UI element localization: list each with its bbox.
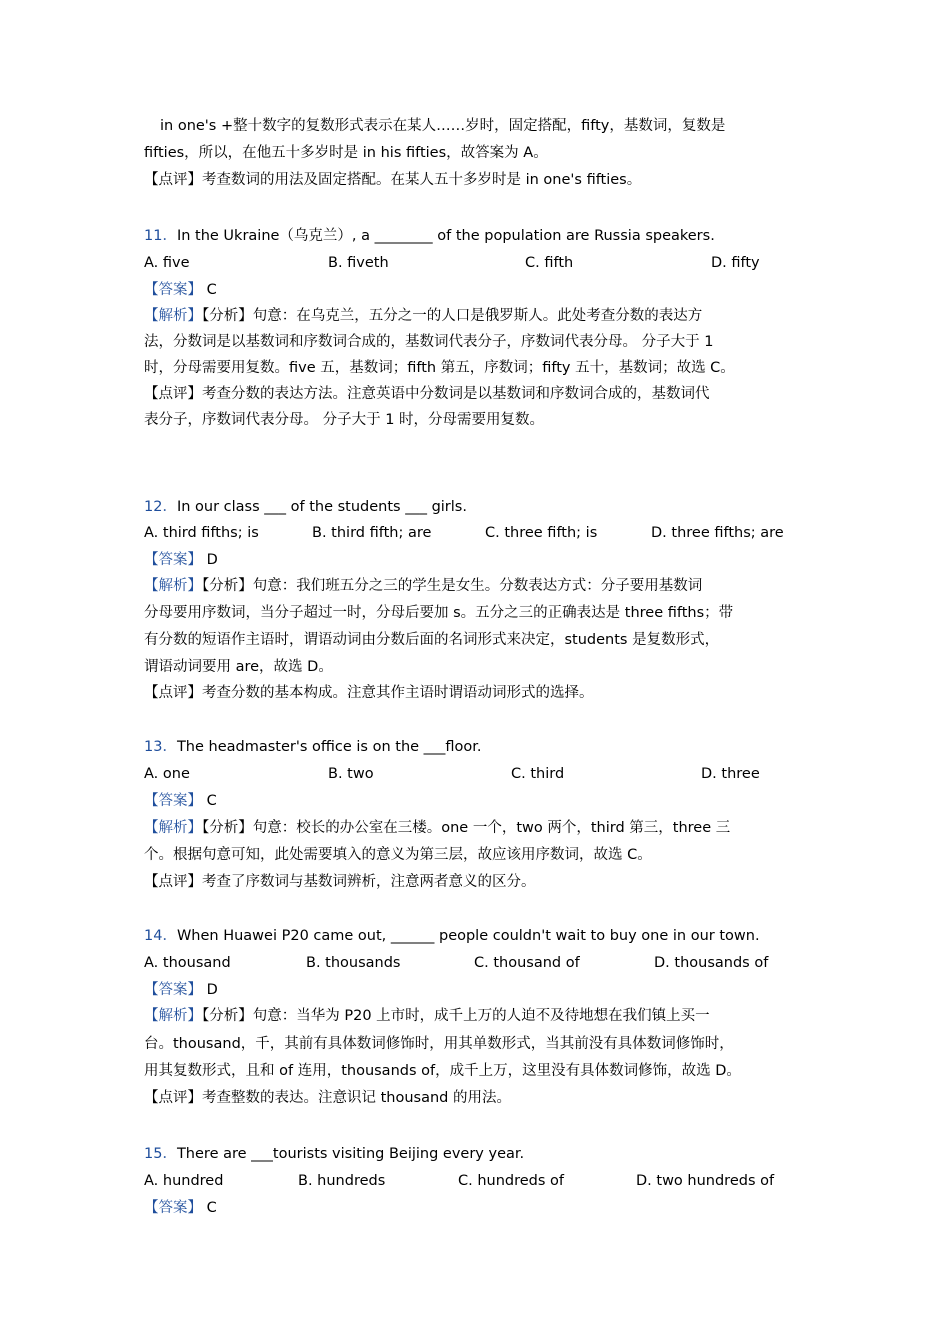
answer-value: C — [206, 793, 217, 809]
answer-value: D — [206, 982, 218, 998]
q13-comment-1: 【点评】考查了序数词与基数词辨析，注意两者意义的区分。 — [144, 874, 536, 890]
q13-option-a: A. one — [144, 766, 190, 782]
answer-tag: 【答案】 — [144, 1200, 202, 1216]
q15-option-a: A. hundred — [144, 1173, 224, 1189]
q14-option-d: D. thousands of — [654, 955, 769, 971]
q11-comment-2: 表分子，序数词代表分母。 分子大于 1 时，分母需要用复数。 — [144, 412, 545, 428]
q14-option-c: C. thousand of — [474, 955, 580, 971]
q14-comment-1: 【点评】考查整数的表达。注意识记 thousand 的用法。 — [144, 1090, 511, 1106]
q14-option-b: B. thousands — [306, 955, 401, 971]
answer-tag: 【答案】 — [144, 982, 202, 998]
question-text: There are ___tourists visiting Beijing every year. — [176, 1146, 525, 1162]
q12-option-d: D. three fifths; are — [651, 525, 784, 541]
question-text: In the Ukraine（乌克兰）, a ________ of the population are Russia speakers. — [176, 228, 715, 244]
analysis-text: 【分析】句意：在乌克兰，五分之一的人口是俄罗斯人。此处考查分数的表达方 — [202, 308, 703, 324]
question-number: 12． — [144, 499, 177, 515]
question-number: 13． — [144, 739, 177, 755]
question-text: When Huawei P20 came out, ______ people couldn't wait to buy one in our town. — [176, 928, 760, 944]
q11-option-d: D. fifty — [711, 255, 760, 271]
q12-comment-1: 【点评】考查分数的基本构成。注意其作主语时谓语动词形式的选择。 — [144, 685, 594, 701]
question-12-stem — [144, 497, 467, 517]
q14-option-a: A. thousand — [144, 955, 231, 971]
answer-value: C — [206, 282, 217, 298]
q11-answer — [144, 280, 217, 300]
answer-tag: 【答案】 — [144, 282, 202, 298]
q12-option-a: A. third fifths; is — [144, 525, 259, 541]
analysis-text: 【分析】句意：我们班五分之三的学生是女生。分数表达方式：分子要用基数词 — [202, 578, 703, 594]
q15-option-b: B. hundreds — [298, 1173, 386, 1189]
question-text: In our class ___ of the students ___ girls. — [176, 499, 467, 515]
q12-analysis-2: 分母要用序数词，当分子超过一时，分母后要加 s。五分之三的正确表达是 three fifths；带 — [144, 605, 734, 621]
q12-option-b: B. third fifth; are — [312, 525, 432, 541]
intro-line-2: fifties，所以，在他五十多岁时是 in his fifties，故答案为 A。 — [144, 145, 548, 161]
q12-analysis-4: 谓语动词要用 are，故选 D。 — [144, 659, 333, 675]
q11-analysis-1 — [144, 306, 702, 326]
q12-option-c: C. three fifth; is — [485, 525, 598, 541]
question-number: 15． — [144, 1146, 177, 1162]
q11-option-c: C. fifth — [525, 255, 574, 271]
q15-answer — [144, 1198, 217, 1218]
analysis-text: 【分析】句意：当华为 P20 上市时，成千上万的人迫不及待地想在我们镇上买一 — [202, 1008, 710, 1024]
q14-analysis-1 — [144, 1006, 710, 1026]
q14-answer — [144, 980, 218, 1000]
answer-tag: 【答案】 — [144, 793, 202, 809]
q15-option-d: D. two hundreds of — [636, 1173, 775, 1189]
q12-answer — [144, 550, 218, 570]
q11-option-b: B. fiveth — [328, 255, 389, 271]
answer-tag: 【答案】 — [144, 552, 202, 568]
analysis-text: 【分析】句意：校长的办公室在三楼。one 一个，two 两个，third 第三，three 三 — [202, 820, 731, 836]
question-text: The headmaster's office is on the ___floor. — [176, 739, 482, 755]
q13-option-d: D. three — [701, 766, 760, 782]
q13-option-b: B. two — [328, 766, 374, 782]
q13-option-c: C. third — [511, 766, 565, 782]
q11-option-a: A. five — [144, 255, 190, 271]
analysis-tag: 【解析】 — [144, 578, 202, 594]
q11-analysis-3: 时，分母需要用复数。five 五，基数词；fifth 第五，序数词；fifty 五十，基数词；故选 C。 — [144, 360, 735, 376]
question-11-stem — [144, 226, 715, 246]
q13-analysis-1 — [144, 818, 730, 838]
analysis-tag: 【解析】 — [144, 308, 202, 324]
analysis-tag: 【解析】 — [144, 1008, 202, 1024]
question-number: 11． — [144, 228, 177, 244]
q13-analysis-2: 个。根据句意可知，此处需要填入的意义为第三层，故应该用序数词，故选 C。 — [144, 847, 652, 863]
q12-analysis-1 — [144, 576, 702, 596]
q14-analysis-3: 用其复数形式，且和 of 连用，thousands of，成千上万，这里没有具体数词修饰，故选 D。 — [144, 1063, 741, 1079]
q11-analysis-2: 法，分数词是以基数词和序数词合成的，基数词代表分子，序数词代表分母。 分子大于 1 — [144, 334, 714, 350]
answer-value: D — [206, 552, 218, 568]
question-15-stem — [144, 1144, 524, 1164]
answer-value: C — [206, 1200, 217, 1216]
q13-answer — [144, 791, 217, 811]
question-14-stem — [144, 926, 760, 946]
q15-option-c: C. hundreds of — [458, 1173, 565, 1189]
intro-comment: 【点评】考查数词的用法及固定搭配。在某人五十多岁时是 in one's fifties。 — [144, 172, 642, 188]
question-13-stem — [144, 737, 482, 757]
q12-analysis-3: 有分数的短语作主语时，谓语动词由分数后面的名词形式来决定，students 是复数形式， — [144, 632, 720, 648]
analysis-tag: 【解析】 — [144, 820, 202, 836]
intro-line-1: in one's +整十数字的复数形式表示在某人……岁时，固定搭配，fifty，基数词，复数是 — [160, 118, 726, 134]
q14-analysis-2: 台。thousand，千，其前有具体数词修饰时，用其单数形式，当其前没有具体数词修饰时， — [144, 1036, 734, 1052]
q11-comment-1: 【点评】考查分数的表达方法。注意英语中分数词是以基数词和序数词合成的，基数词代 — [144, 386, 710, 402]
question-number: 14． — [144, 928, 177, 944]
